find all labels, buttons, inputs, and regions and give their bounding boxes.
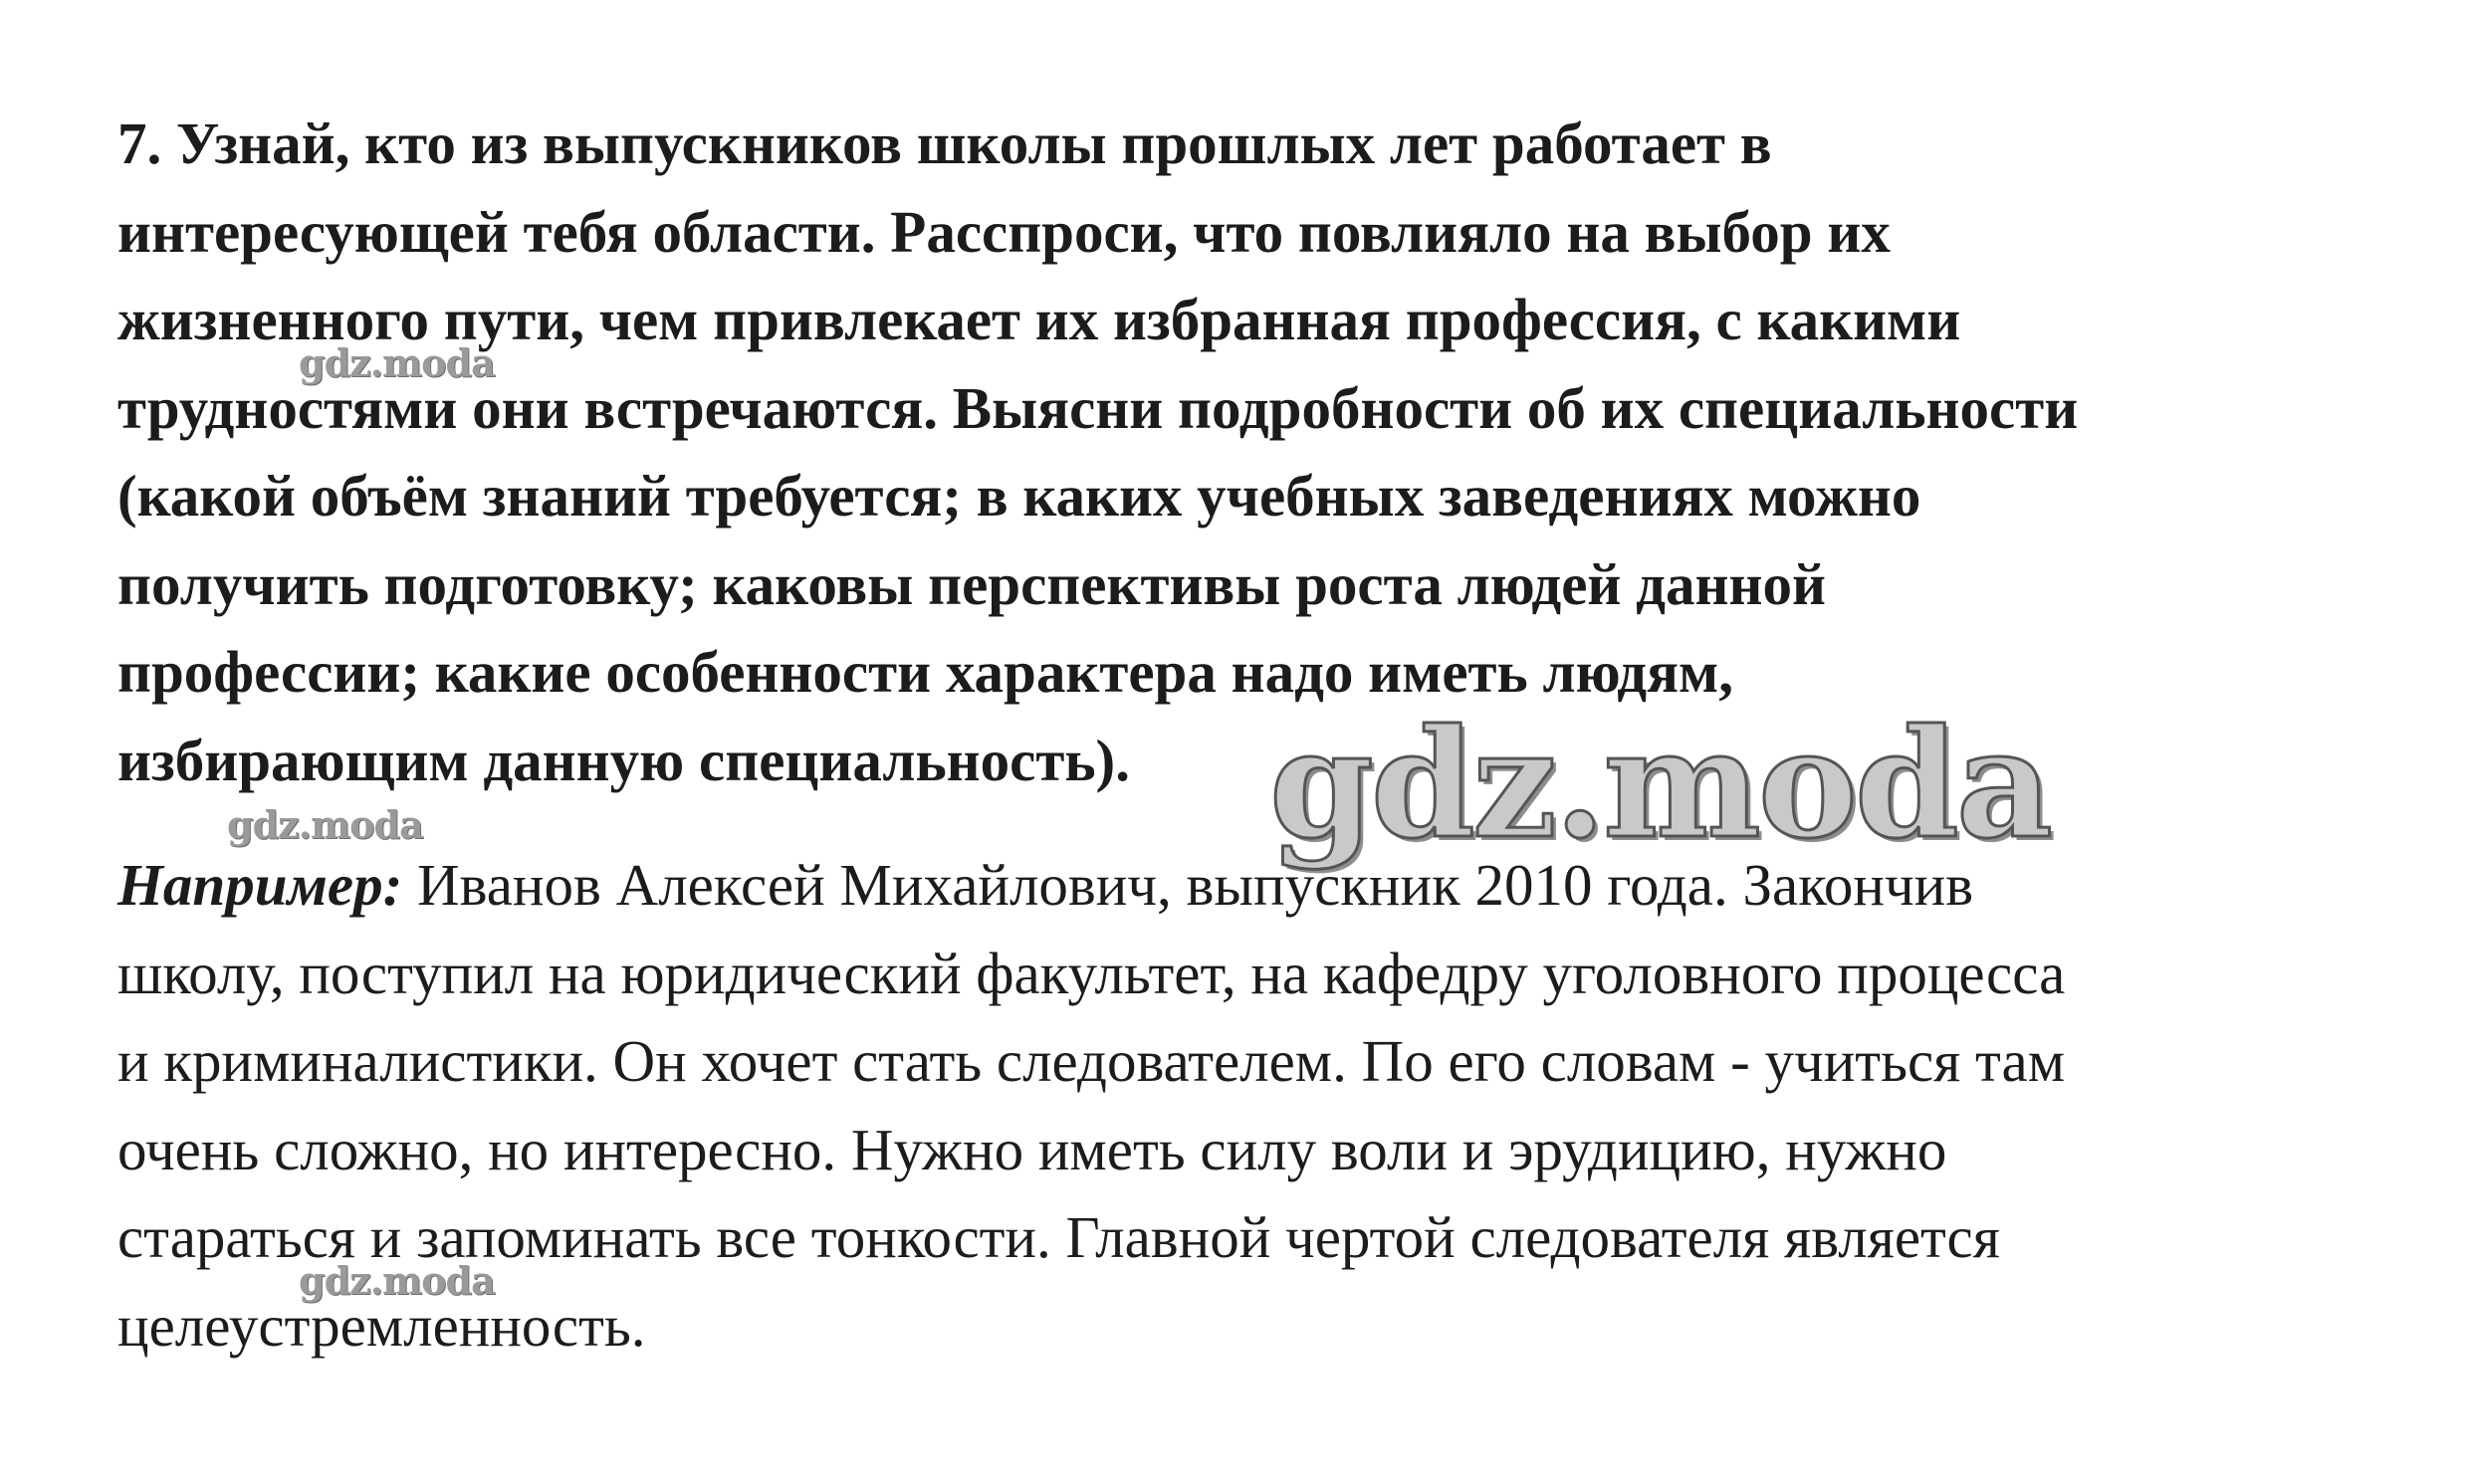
answer-line: Иванов Алексей Михайлович, выпускник 2010 года. Закончив	[402, 852, 1974, 918]
answer-label: Например:	[117, 852, 403, 918]
watermark-small: gdz.moda	[299, 1258, 495, 1303]
task-text	[117, 100, 2407, 804]
answer-first-line	[117, 841, 2407, 930]
task-line: интересующей тебя области. Расспроси, что повлияло на выбор их	[117, 198, 1891, 265]
task-line: жизненного пути, чем привлекает их избранная профессия, с какими	[117, 287, 1961, 352]
watermark-large: gdz.moda	[1269, 697, 2051, 872]
watermark-small: gdz.moda	[299, 340, 495, 385]
task-line: (какой объём знаний требуется; в каких учебных заведениях можно	[117, 463, 1921, 529]
answer-line: очень сложно, но интересно. Нужно иметь силу воли и эрудицию, нужно	[117, 1116, 1947, 1182]
answer-line: стараться и запоминать все тонкости. Главной чертой следователя является	[117, 1204, 2000, 1270]
task-line: избирающим данную специальность).	[117, 727, 1130, 793]
task-line: получить подготовку; каковы перспективы роста людей данной	[117, 550, 1826, 617]
watermark-small: gdz.moda	[227, 802, 423, 847]
task-line: профессии; какие особенности характера надо иметь людям,	[117, 639, 1733, 705]
answer-line: целеустремленность.	[117, 1292, 646, 1359]
task-line: 7. Узнай, кто из выпускников школы прошлых лет работает в	[117, 110, 1772, 176]
task-line: трудностями они встречаются. Выясни подробности об их специальности	[117, 374, 2079, 441]
answer-line: и криминалистики. Он хочет стать следователем. По его словам - учиться там	[117, 1028, 2066, 1094]
answer-line: школу, поступил на юридический факультет, на кафедру уголовного процесса	[117, 940, 2066, 1006]
